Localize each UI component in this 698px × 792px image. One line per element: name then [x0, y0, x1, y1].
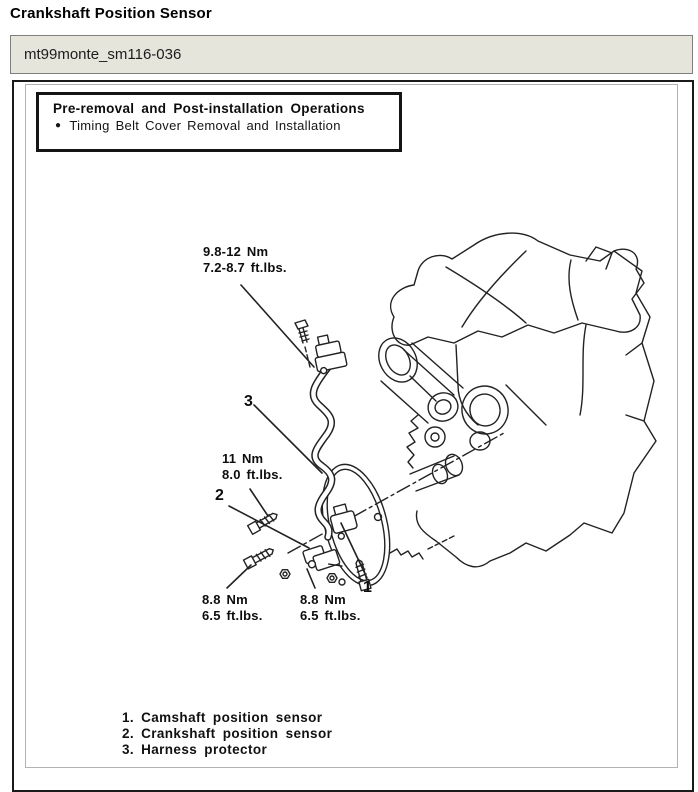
torque-bc-line2: 6.5 ft.lbs. [300, 608, 361, 623]
note-item-text: Timing Belt Cover Removal and Installation [69, 118, 341, 133]
legend-2-label: Crankshaft position sensor [141, 726, 333, 741]
torque-label-bottom-left [202, 592, 263, 624]
torque-top-line1: 9.8-12 Nm [203, 244, 269, 259]
figure-outer-frame [12, 80, 694, 792]
pulley-small-inner [431, 433, 439, 441]
bullet-icon: ● [55, 120, 62, 131]
intake-manifold-outline [391, 233, 644, 345]
figure-inner-frame [25, 84, 678, 768]
engine-block-outline [416, 251, 656, 567]
legend-1-number: 1. [122, 710, 135, 725]
gear-teeth [390, 549, 423, 559]
drive-belt [381, 343, 463, 423]
leader-torque-mid [250, 489, 268, 516]
bolt-bottom-left [244, 546, 276, 569]
torque-label-mid [222, 451, 283, 483]
legend-2-number: 2. [122, 726, 135, 741]
leader-callout-2 [229, 506, 309, 548]
leader-torque-bottom-center [307, 569, 315, 588]
torque-top-line2: 7.2-8.7 ft.lbs. [203, 260, 287, 275]
torque-label-bottom-center [300, 592, 361, 624]
torque-bc-line1: 8.8 Nm [300, 592, 346, 607]
dashed-bracket [428, 535, 456, 549]
pulley-idler-outer [371, 331, 424, 389]
torque-mid-line1: 11 Nm [222, 451, 264, 466]
legend-row-2 [122, 726, 332, 742]
file-label-bar [10, 35, 693, 74]
callout-2: 2 [215, 487, 224, 504]
note-title: Pre-removal and Post-installation Operations [53, 101, 365, 116]
nut-left [280, 570, 290, 579]
legend [122, 710, 332, 758]
torque-bl-line2: 6.5 ft.lbs. [202, 608, 263, 623]
callout-3: 3 [244, 393, 253, 410]
page-title: Crankshaft Position Sensor [10, 5, 212, 22]
pulley-lower-right [470, 432, 490, 450]
legend-row-3 [122, 742, 332, 758]
harness-clamp [311, 332, 348, 374]
nut-right [327, 574, 337, 583]
crank-axis-centerline [288, 433, 504, 553]
torque-bl-line1: 8.8 Nm [202, 592, 248, 607]
note-item [53, 118, 399, 133]
leader-torque-bottom-left [227, 565, 251, 588]
manifold-runner-lines [446, 251, 578, 327]
legend-3-label: Harness protector [141, 742, 268, 757]
top-bracket [586, 247, 612, 269]
legend-3-number: 3. [122, 742, 135, 757]
torque-mid-line2: 8.0 ft.lbs. [222, 467, 283, 482]
camshaft-sensor-part [328, 503, 360, 541]
leader-callout-1 [341, 523, 367, 578]
pre-removal-note-box [36, 92, 402, 152]
pulley-small-outer [425, 427, 445, 447]
leader-lines [227, 285, 367, 588]
file-label: mt99monte_sm116-036 [24, 46, 182, 63]
legend-row-1 [122, 710, 332, 726]
engine-line-art [26, 85, 679, 769]
front-cover-zigzag-edge [407, 415, 418, 468]
legend-1-label: Camshaft position sensor [141, 710, 323, 725]
engine-block-detail-lines [456, 325, 644, 425]
callout-1: 1 [363, 579, 372, 596]
torque-label-top [203, 244, 287, 276]
pulley-rear-inner [466, 391, 503, 430]
ring-stud-lower [339, 579, 345, 585]
